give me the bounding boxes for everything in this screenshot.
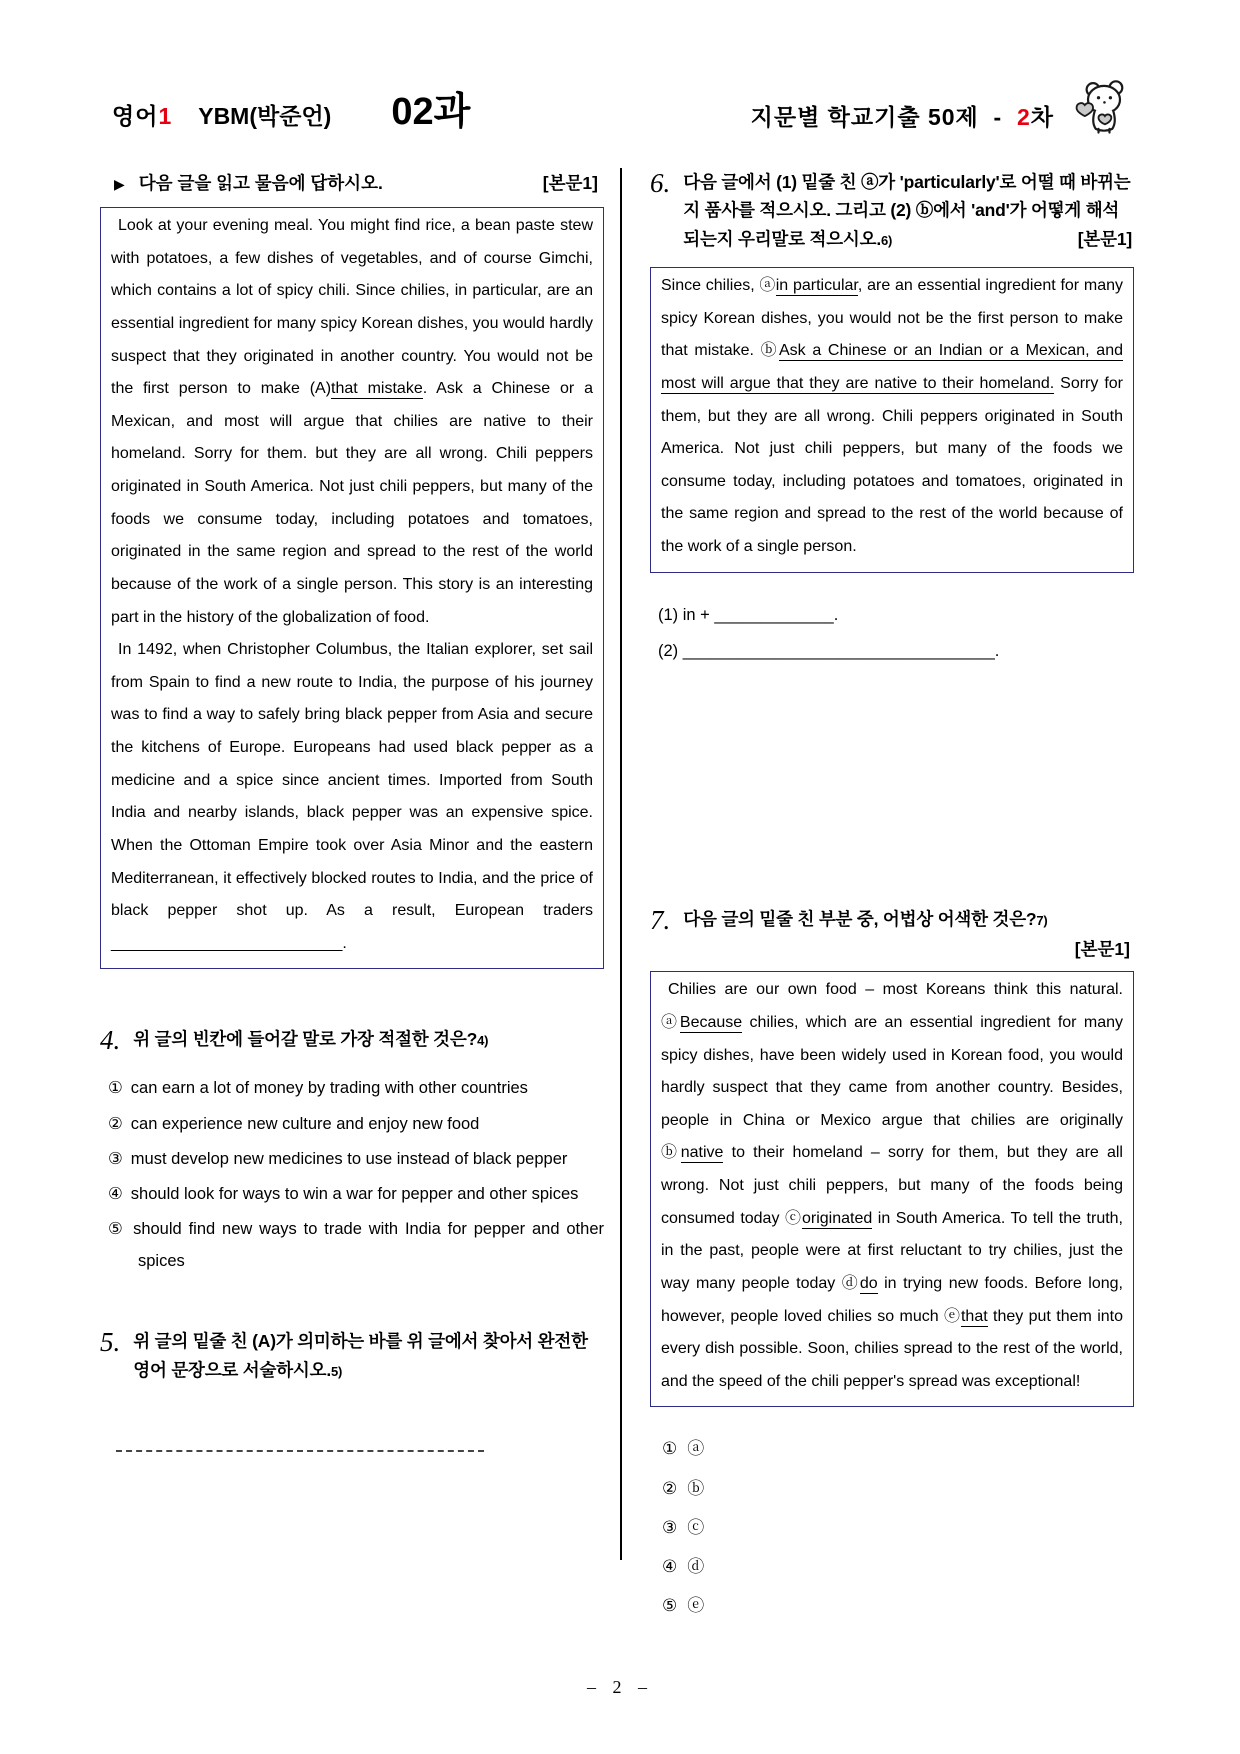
- passage-box-1: [100, 207, 604, 969]
- exam-title: 지문별 학교기출 50제 - 2차: [750, 103, 1054, 130]
- option-3: [662, 1508, 1134, 1547]
- question-4-options: [108, 1072, 604, 1277]
- answer-blank-line: [116, 1448, 484, 1452]
- directive-text: 다음 글을 읽고 물음에 답하시오.: [138, 173, 383, 193]
- passage-segment: . Ask a Chinese or a Mexican, and most will argue that chilies are native to their homeland. Sorry for them. but they are all wrong. Chili peppers originated in South America. Not just chili peppers, but many of the foods we consume today, including potatoes and tomatoes, originated in the same region and spread to the rest of the world because of the work of a single person. This story is an interesting part in the history of the globalization of food.: [111, 380, 594, 626]
- answer-blank-1: (1) in + _____________.: [658, 605, 839, 624]
- passage-segment: Chilies are our own food – most Koreans think this natural. ⓐ: [661, 981, 1123, 1031]
- option-marker: ⑤: [662, 1595, 678, 1615]
- question-5: [100, 1327, 604, 1452]
- course-label: 영어1: [112, 103, 173, 129]
- option-marker: ②: [108, 1114, 123, 1133]
- underlined-segment: do: [859, 1274, 878, 1292]
- question-7-options: [662, 1429, 1134, 1624]
- underlined-segment: that mistake: [331, 380, 423, 398]
- header-left: [112, 80, 470, 135]
- question-text: 위 글의 빈칸에 들어갈 말로 가장 적절한 것은?4): [133, 1029, 489, 1050]
- option-marker: ④: [662, 1556, 678, 1576]
- question-number: 4.: [100, 1025, 121, 1056]
- question-4-head: [100, 1025, 604, 1056]
- passage-segment: in trying new foods. Before long, however, people loved chilies so much ⓔ: [661, 1274, 1123, 1325]
- question-5-head: [100, 1327, 604, 1384]
- underlined-segment: originated: [802, 1209, 873, 1227]
- option-4: [108, 1178, 604, 1210]
- option-text: must develop new medicines to use instead of black pepper: [130, 1149, 568, 1168]
- passage-segment: Look at your evening meal. You might find rice, a bean paste stew with potatoes, a few dishes of vegetables, and of course Gimchi, which contains a lot of spicy chili. Since chilies, in particular, are an essential ingredient for many spicy Korean dishes, you would hardly suspect that they originated in another country. You would not be the first person to make (A): [111, 217, 593, 398]
- passage-segment: , are an essential ingredient for many spicy Korean dishes, you would not be the first person to make that mistake. ⓑ: [661, 277, 1123, 360]
- passage-paragraph: [661, 270, 1123, 564]
- option-text: can earn a lot of money by trading with other countries: [130, 1079, 528, 1098]
- pointer-arrow-icon: ▶: [114, 176, 125, 192]
- passage-segment: Sorry for them, but they are all wrong. Chili peppers originated in South America. Not just chili peppers, but many of the foods we consume today, including potatoes and tomatoes, originated in the same region and spread to the rest of the world because of the work of a single person.: [661, 374, 1123, 556]
- left-column: [100, 168, 604, 1625]
- option-2: [108, 1108, 604, 1140]
- question-text: 다음 글에서 (1) 밑줄 친 ⓐ가 'particularly'로 어떨 때 바뀌는지 품사를 적으시오. 그리고 (2) ⓑ에서 'and'가 어떻게 해석되는지 우리말로 적으시오.6) [본문1]: [683, 168, 1134, 253]
- option-5: [108, 1213, 604, 1277]
- question-number: 7.: [650, 905, 671, 936]
- source-tag: [본문1]: [1077, 228, 1132, 249]
- footnote-marker: 6): [881, 232, 893, 248]
- option-5: [662, 1586, 1134, 1625]
- question-4: [100, 1025, 604, 1277]
- option-text: should look for ways to win a war for pepper and other spices: [130, 1184, 579, 1203]
- option-1: [108, 1072, 604, 1104]
- source-tag: [본문1]: [1074, 939, 1130, 960]
- content-columns: [100, 168, 1134, 1625]
- footnote-marker: 4): [477, 1033, 489, 1049]
- footnote-marker: 7): [1036, 913, 1048, 929]
- page-number: – 2 –: [587, 1677, 653, 1697]
- option-letter: ⓒ: [687, 1517, 705, 1537]
- underlined-segment: Ask a Chinese or an Indian or a Mexican, and most will argue that they are native to their homeland.: [661, 342, 1123, 392]
- page-header: [112, 80, 1136, 135]
- option-2: [662, 1469, 1134, 1508]
- question-text: 다음 글의 밑줄 친 부분 중, 어법상 어색한 것은?7): [683, 909, 1048, 930]
- underlined-segment: Because: [679, 1013, 743, 1031]
- option-marker: ①: [108, 1079, 123, 1098]
- lesson-title: 02과: [391, 91, 471, 133]
- right-column: [622, 168, 1134, 1625]
- passage-paragraph: [111, 210, 593, 634]
- round-number: 2: [1016, 103, 1031, 130]
- option-marker: ②: [662, 1478, 678, 1498]
- option-marker: ③: [108, 1149, 123, 1168]
- option-marker: ①: [662, 1439, 678, 1459]
- passage-segment: to their homeland – sorry for them, but they are all wrong. Not just chili peppers, but many of the foods being consumed today ⓒ: [661, 1144, 1123, 1227]
- question-text: 위 글의 밑줄 친 (A)가 의미하는 바를 위 글에서 찾아서 완전한 영어 문장으로 서술하시오.5): [133, 1331, 588, 1380]
- question-6-head: [650, 168, 1134, 253]
- answer-blanks: [658, 597, 1134, 670]
- option-letter: ⓓ: [687, 1556, 705, 1576]
- bear-mascot-icon: [1072, 77, 1136, 135]
- question-7-head: [650, 905, 1134, 936]
- passage-box-7: [650, 971, 1134, 1407]
- option-1: [662, 1429, 1134, 1468]
- option-3: [108, 1143, 604, 1175]
- publisher-label: YBM(박준언): [198, 103, 332, 129]
- option-marker: ③: [662, 1517, 678, 1537]
- passage-segment: they put them into every dish possible. Soon, chilies spread to the rest of the world, and the speed of the chili pepper's spread was exceptional!: [661, 1307, 1123, 1390]
- option-text: can experience new culture and enjoy new food: [130, 1114, 480, 1133]
- option-marker: ⑤: [108, 1220, 126, 1239]
- question-6: [650, 168, 1134, 669]
- passage-segment: chilies, which are an essential ingredient for many spicy dishes, have been widely used in Korean food, you would hardly suspect that they came from another country. Besides, people in China or Mexico argue that chilies are originally ⓑ: [661, 1013, 1123, 1162]
- passage-segment: in South America. To tell the truth, in the past, people were at first reluctant to try chilies, just the way many people today ⓓ: [661, 1209, 1123, 1292]
- underlined-segment: that: [960, 1307, 988, 1325]
- option-letter: ⓔ: [687, 1595, 705, 1615]
- reading-directive: [114, 170, 602, 195]
- passage-paragraph: [661, 974, 1123, 1398]
- header-right: [751, 95, 1136, 135]
- option-marker: ④: [108, 1184, 123, 1203]
- passage-paragraph: [111, 634, 593, 960]
- source-tag: [본문1]: [542, 173, 598, 193]
- passage-box-6: [650, 267, 1134, 573]
- passage-segment: In 1492, when Christopher Columbus, the Italian explorer, set sail from Spain to find a new route to India, the purpose of his journey was to find a way to safely bring black pepper from Asia and secure the kitchens of Europe. Europeans had used black pepper as a medicine and a spice since ancient times. Imported from South India and nearby islands, black pepper was an expensive spice. When the Ottoman Empire took over Asia Minor and the eastern Mediterranean, it effectively blocked routes to India, and the price of black pepper shot up. As a result, European traders __________________________.: [111, 641, 593, 952]
- question-7: [650, 905, 1134, 1625]
- passage-segment: Since chilies, ⓐ: [661, 277, 776, 295]
- option-letter: ⓐ: [687, 1439, 705, 1459]
- option-4: [662, 1547, 1134, 1586]
- answer-blank-2: (2) __________________________________.: [658, 641, 1000, 660]
- option-text: should find new ways to trade with India for pepper and other spices: [133, 1220, 604, 1271]
- question-number: 5.: [100, 1327, 121, 1358]
- option-letter: ⓑ: [687, 1478, 705, 1498]
- question-number: 6.: [650, 168, 671, 198]
- course-number: 1: [158, 103, 173, 129]
- footnote-marker: 5): [331, 1363, 343, 1379]
- underlined-segment: native: [680, 1144, 724, 1162]
- underlined-segment: in particular: [775, 277, 858, 295]
